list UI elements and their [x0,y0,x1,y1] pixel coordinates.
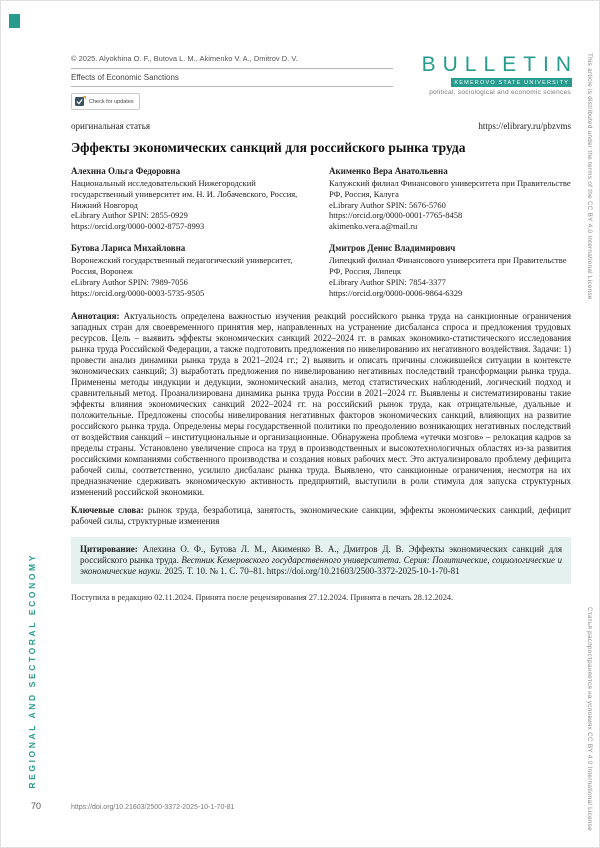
author-name: Акименко Вера Анатольевна [329,165,448,176]
author-orcid-link[interactable]: https://orcid.org/0000-0001-7765-8458 [329,210,463,221]
check-for-updates-badge[interactable] [71,93,140,110]
license-note-ru: Статья распространяется на условиях CC BY 4.0 International License [586,607,593,831]
article-content [71,53,578,603]
author-orcid-link[interactable]: https://orcid.org/0000-0002-8757-8993 [71,221,205,232]
author-spin: eLibrary Author SPIN: 7854-3377 [329,276,446,287]
journal-subtitle: political, sociological and economic sciences [429,89,571,96]
author-name: Дмитров Денис Владимирович [329,242,456,253]
journal-logo-text: BULLETIN [421,53,578,76]
author-orcid-link[interactable]: https://orcid.org/0000-0006-9864-6329 [329,287,463,298]
keywords-text: рынок труда, безработица, занятость, экономические санкции, эффекты экономических санкций, дефицит рабочей силы, структурные изменения [71,505,571,527]
author-affiliation: Липецкий филиал Финансового университета при Правительстве РФ, Россия, Липецк [329,255,567,277]
article-title: Эффекты экономических санкций для российского рынка труда [71,140,466,155]
journal-masthead [421,53,578,96]
keywords-paragraph [71,505,571,527]
author-affiliation: Национальный исследовательский Нижегородский государственный университет им. Н. И. Лобачевского, Россия, Нижний Новгород [71,178,298,210]
author-block-dmitrov [329,243,571,298]
section-color-tab [9,14,20,28]
author-orcid-link[interactable]: https://orcid.org/0000-0003-5735-9505 [71,287,205,298]
article-type-row [71,121,571,131]
page-number: 70 [31,801,42,811]
keywords-label: Ключевые слова: [71,505,144,516]
journal-university-strip: KEMEROVO STATE UNIVERSITY [451,78,572,87]
author-spin: eLibrary Author SPIN: 7989-7056 [71,276,188,287]
article-history: Поступила в редакцию 02.11.2024. Принята после рецензирования 27.12.2024. Принята в печать 28.12.2024. [71,593,454,603]
header-rule-top [71,68,393,69]
author-spin: eLibrary Author SPIN: 5676-5760 [329,199,446,210]
article-type-label: оригинальная статья [71,121,150,131]
author-email-link[interactable]: akimenko.vera.a@mail.ru [329,221,418,232]
citation-label: Цитирование: [80,544,138,555]
author-block-alekhina [71,166,313,232]
license-note-en: This article is distributed under the terms of the CC BY 4.0 International License [586,53,593,300]
citation-tail: 2025. Т. 10. № 1. С. 70–81. https://doi.org/10.21603/2500-3372-2025-10-1-70-81 [162,566,460,577]
abstract-label: Аннотация: [71,311,120,322]
footer-doi-link[interactable]: https://doi.org/10.21603/2500-3372-2025-10-1-70-81 [71,804,235,811]
authors-grid [71,166,571,298]
check-for-updates-label: Check for updates [89,98,134,105]
crossmark-icon [75,96,86,107]
elibrary-link[interactable]: https://elibrary.ru/pbzvms [478,121,571,131]
author-spin: eLibrary Author SPIN: 2855-0929 [71,210,188,221]
section-label-vertical: REGIONAL AND SECTORAL ECONOMY [27,553,37,789]
citation-authors: Алехина О. Ф., Бутова Л. М., Акименко В. А., Дмитров Д. В. Эффекты экономических санкций для российского рынка труда. [80,544,562,566]
header-rule-bottom [71,86,393,87]
page-header [71,53,578,112]
author-affiliation: Калужский филиал Финансового университета при Правительстве РФ, Россия, Калуга [329,178,571,200]
abstract-paragraph [71,311,571,498]
running-title: Effects of Economic Sanctions [71,73,179,82]
author-name: Алехина Ольга Федоровна [71,165,181,176]
author-block-akimenko [329,166,571,232]
citation-journal: Вестник Кемеровского государственного университета. Серия: Политические, социологические и экономические науки. [80,555,563,577]
header-left [71,54,393,112]
citation-box [71,537,571,584]
author-name: Бутова Лариса Михайловна [71,242,186,253]
author-affiliation: Воронежский государственный педагогический университет, Россия, Воронеж [71,255,293,277]
copyright-line: © 2025. Alyokhina O. F., Butova L. M., Akimenko V. A., Dmitrov D. V. [71,54,298,63]
author-block-butova [71,243,313,298]
abstract-text: Актуальность определена важностью изучения реакций российского рынка труда на санкционные ограничения западных стран для своевременного принятия мер, направленных на устранение дисбаланса спроса и предложения трудовых ресурсов. Цель – выявить эффекты экономических санкций 2022–2024 гг. в рамках экономико-статистического исследования рынка труда Российской Федерации, а также подготовить предложения по нивелированию их негативного воздействия. Задачи: 1) провести анализ динамики рынка труда в 2021–2024 гг.; 2) выявить и описать причины сложившейся ситуации в контексте экономических санкций; 3) выработать предложения по нивелированию негативных последствий трансформации рынка труда. Применены методы индукции и дедукции, экономический анализ, метод статистических наблюдений, логический подход и сравнительный метод. Проанализирована динамика рынка труда России в 2021–2024 гг. Выявлены и систематизированы такие эффекты влияния экономических санкций 2022–2024 гг. на российский рынок труда, как отрицательные, дуальные и положительные. Предложены способы нивелирования негативных факторов экономических санкций, влияющих на развитие российского рынка труда. Определены меры государственной политики по преодолению возникающих негативных последствий от воздействия санкций – институциональные и организационные. Обнаружена проблема «утечки мозгов» – релокация кадров за пределы страны. Установлено увеличение спроса на труд в производственных и высокотехнологичных областях из-за развития российскими компаниями собственного производства и создания новых рабочих мест. Это актуализировало проблему дефицита рабочей силы, соответственно, усилило дисбаланс рынка труда. Выявлено, что санкционные ограничения, несмотря на их предназначение сдерживать экономическую активность предприятий, выступили в роли стимула для запуска структурных изменений российской экономики. [71,311,571,498]
